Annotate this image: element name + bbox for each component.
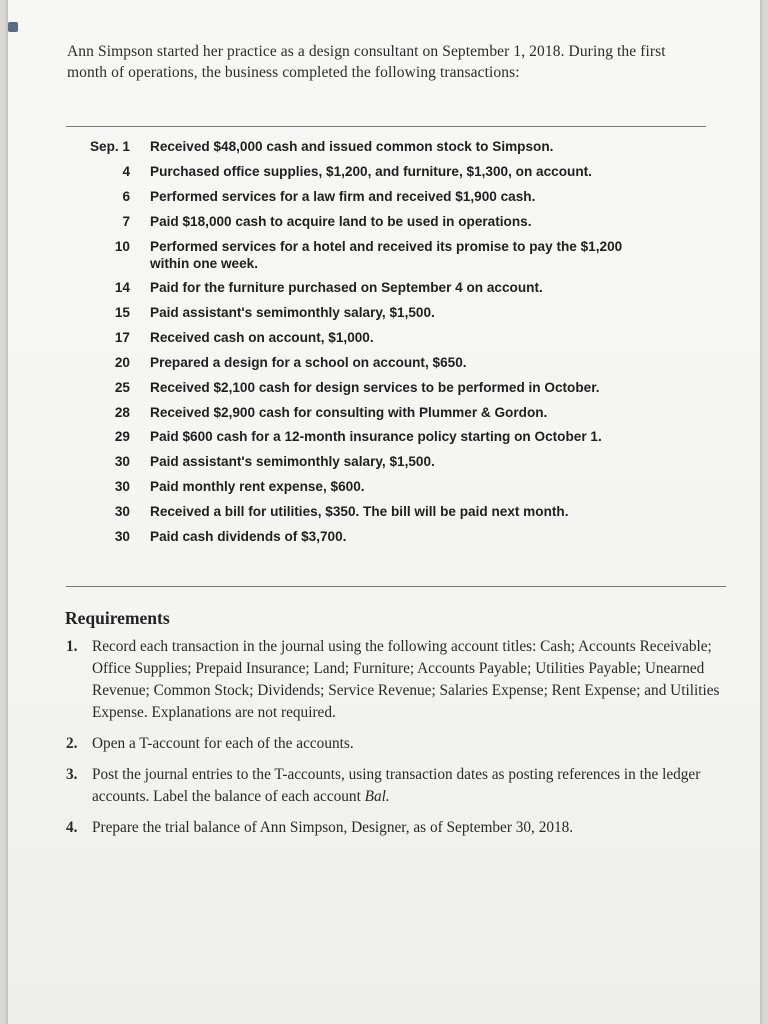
transaction-row [70,279,720,296]
requirement-number: 3. [66,766,78,783]
requirement-item [66,636,726,724]
transaction-date: 17 [114,329,130,345]
transaction-date: 30 [114,479,130,495]
transaction-text: Received $2,100 cash for design services to be performed in October. [150,379,600,395]
transaction-text: Paid monthly rent expense, $600. [150,479,365,495]
transaction-text: Paid $600 cash for a 12-month insurance policy starting on October 1. [150,429,602,445]
transaction-row [70,453,720,470]
transaction-text: Received cash on account, $1,000. [150,329,374,345]
transaction-row [70,404,720,421]
transaction-text: Performed services for a hotel and received its promise to pay the $1,200 within one week. [150,238,623,271]
intro-paragraph: Ann Simpson started her practice as a design consultant on September 1, 2018. During the first month of operations, the business completed the following transactions: [67,43,666,81]
transaction-text: Paid cash dividends of $3,700. [150,528,347,544]
transactions-list [70,138,720,553]
transaction-row [70,478,720,495]
bottom-divider [66,586,726,587]
transaction-row [70,188,720,205]
document-page [8,0,760,1024]
transaction-date: 28 [114,404,130,420]
corner-mark [8,22,18,32]
transaction-date: 6 [122,188,130,204]
requirement-text-emphasis: Bal. [364,788,390,805]
transaction-row [70,138,720,155]
transaction-date: 30 [114,504,130,520]
transaction-date: 15 [114,304,130,320]
transaction-row [70,379,720,396]
transaction-text: Paid for the furniture purchased on September 4 on account. [150,280,543,296]
transaction-date: 7 [122,213,130,229]
transaction-date: 30 [114,454,130,470]
requirement-number: 1. [66,638,78,655]
transaction-row [70,428,720,445]
transaction-text: Performed services for a law firm and received $1,900 cash. [150,188,536,204]
requirements-heading: Requirements [65,608,170,628]
requirement-text: Open a T-account for each of the accounts. [92,735,354,752]
transaction-date: 29 [114,429,130,445]
transaction-row [70,238,720,272]
requirement-item [66,733,726,755]
requirement-number: 2. [66,735,78,752]
requirement-item [66,817,726,839]
transaction-date: 30 [114,528,130,544]
transaction-date: Sep. 1 [89,139,130,154]
transaction-text: Received $48,000 cash and issued common stock to Simpson. [150,139,554,154]
transaction-row [70,503,720,520]
transaction-row [70,213,720,230]
requirement-text [92,764,726,808]
transaction-row [70,528,720,545]
transaction-text: Prepared a design for a school on account, $650. [150,354,467,370]
transaction-text: Purchased office supplies, $1,200, and furniture, $1,300, on account. [150,163,592,179]
transaction-row [70,163,720,180]
transaction-text: Received $2,900 cash for consulting with Plummer & Gordon. [150,404,548,420]
requirement-text: Prepare the trial balance of Ann Simpson, Designer, as of September 30, 2018. [92,819,574,836]
transaction-text: Paid assistant's semimonthly salary, $1,500. [150,454,435,470]
transaction-text: Received a bill for utilities, $350. The bill will be paid next month. [150,504,569,520]
requirement-number: 4. [66,819,78,836]
requirements-list [66,636,726,848]
transaction-text: Paid assistant's semimonthly salary, $1,500. [150,304,435,320]
transaction-date: 20 [114,354,130,370]
requirement-text-main: Post the journal entries to the T-accounts, using transaction dates as posting references in the ledger accounts. Label the balance of each account [92,766,701,805]
transaction-date: 14 [114,280,130,296]
transaction-row [70,354,720,371]
transaction-text: Paid $18,000 cash to acquire land to be used in operations. [150,213,532,229]
requirement-text: Record each transaction in the journal using the following account titles: Cash; Accounts Receivable; Office Supplies; Prepaid Insurance; Land; Furniture; Accounts Payable; Utilities Payable; Unearned Revenue; Common Stock; Dividends; Service Revenue; Salaries Expense; Rent Expense; and Utilities Expense. Explanations are not required. [92,638,720,721]
transaction-date: 10 [114,238,130,254]
transaction-row [70,329,720,346]
transaction-row [70,304,720,321]
transaction-date: 25 [114,379,130,395]
requirement-item [66,764,726,808]
transaction-date: 4 [122,163,130,179]
top-divider [66,126,706,127]
